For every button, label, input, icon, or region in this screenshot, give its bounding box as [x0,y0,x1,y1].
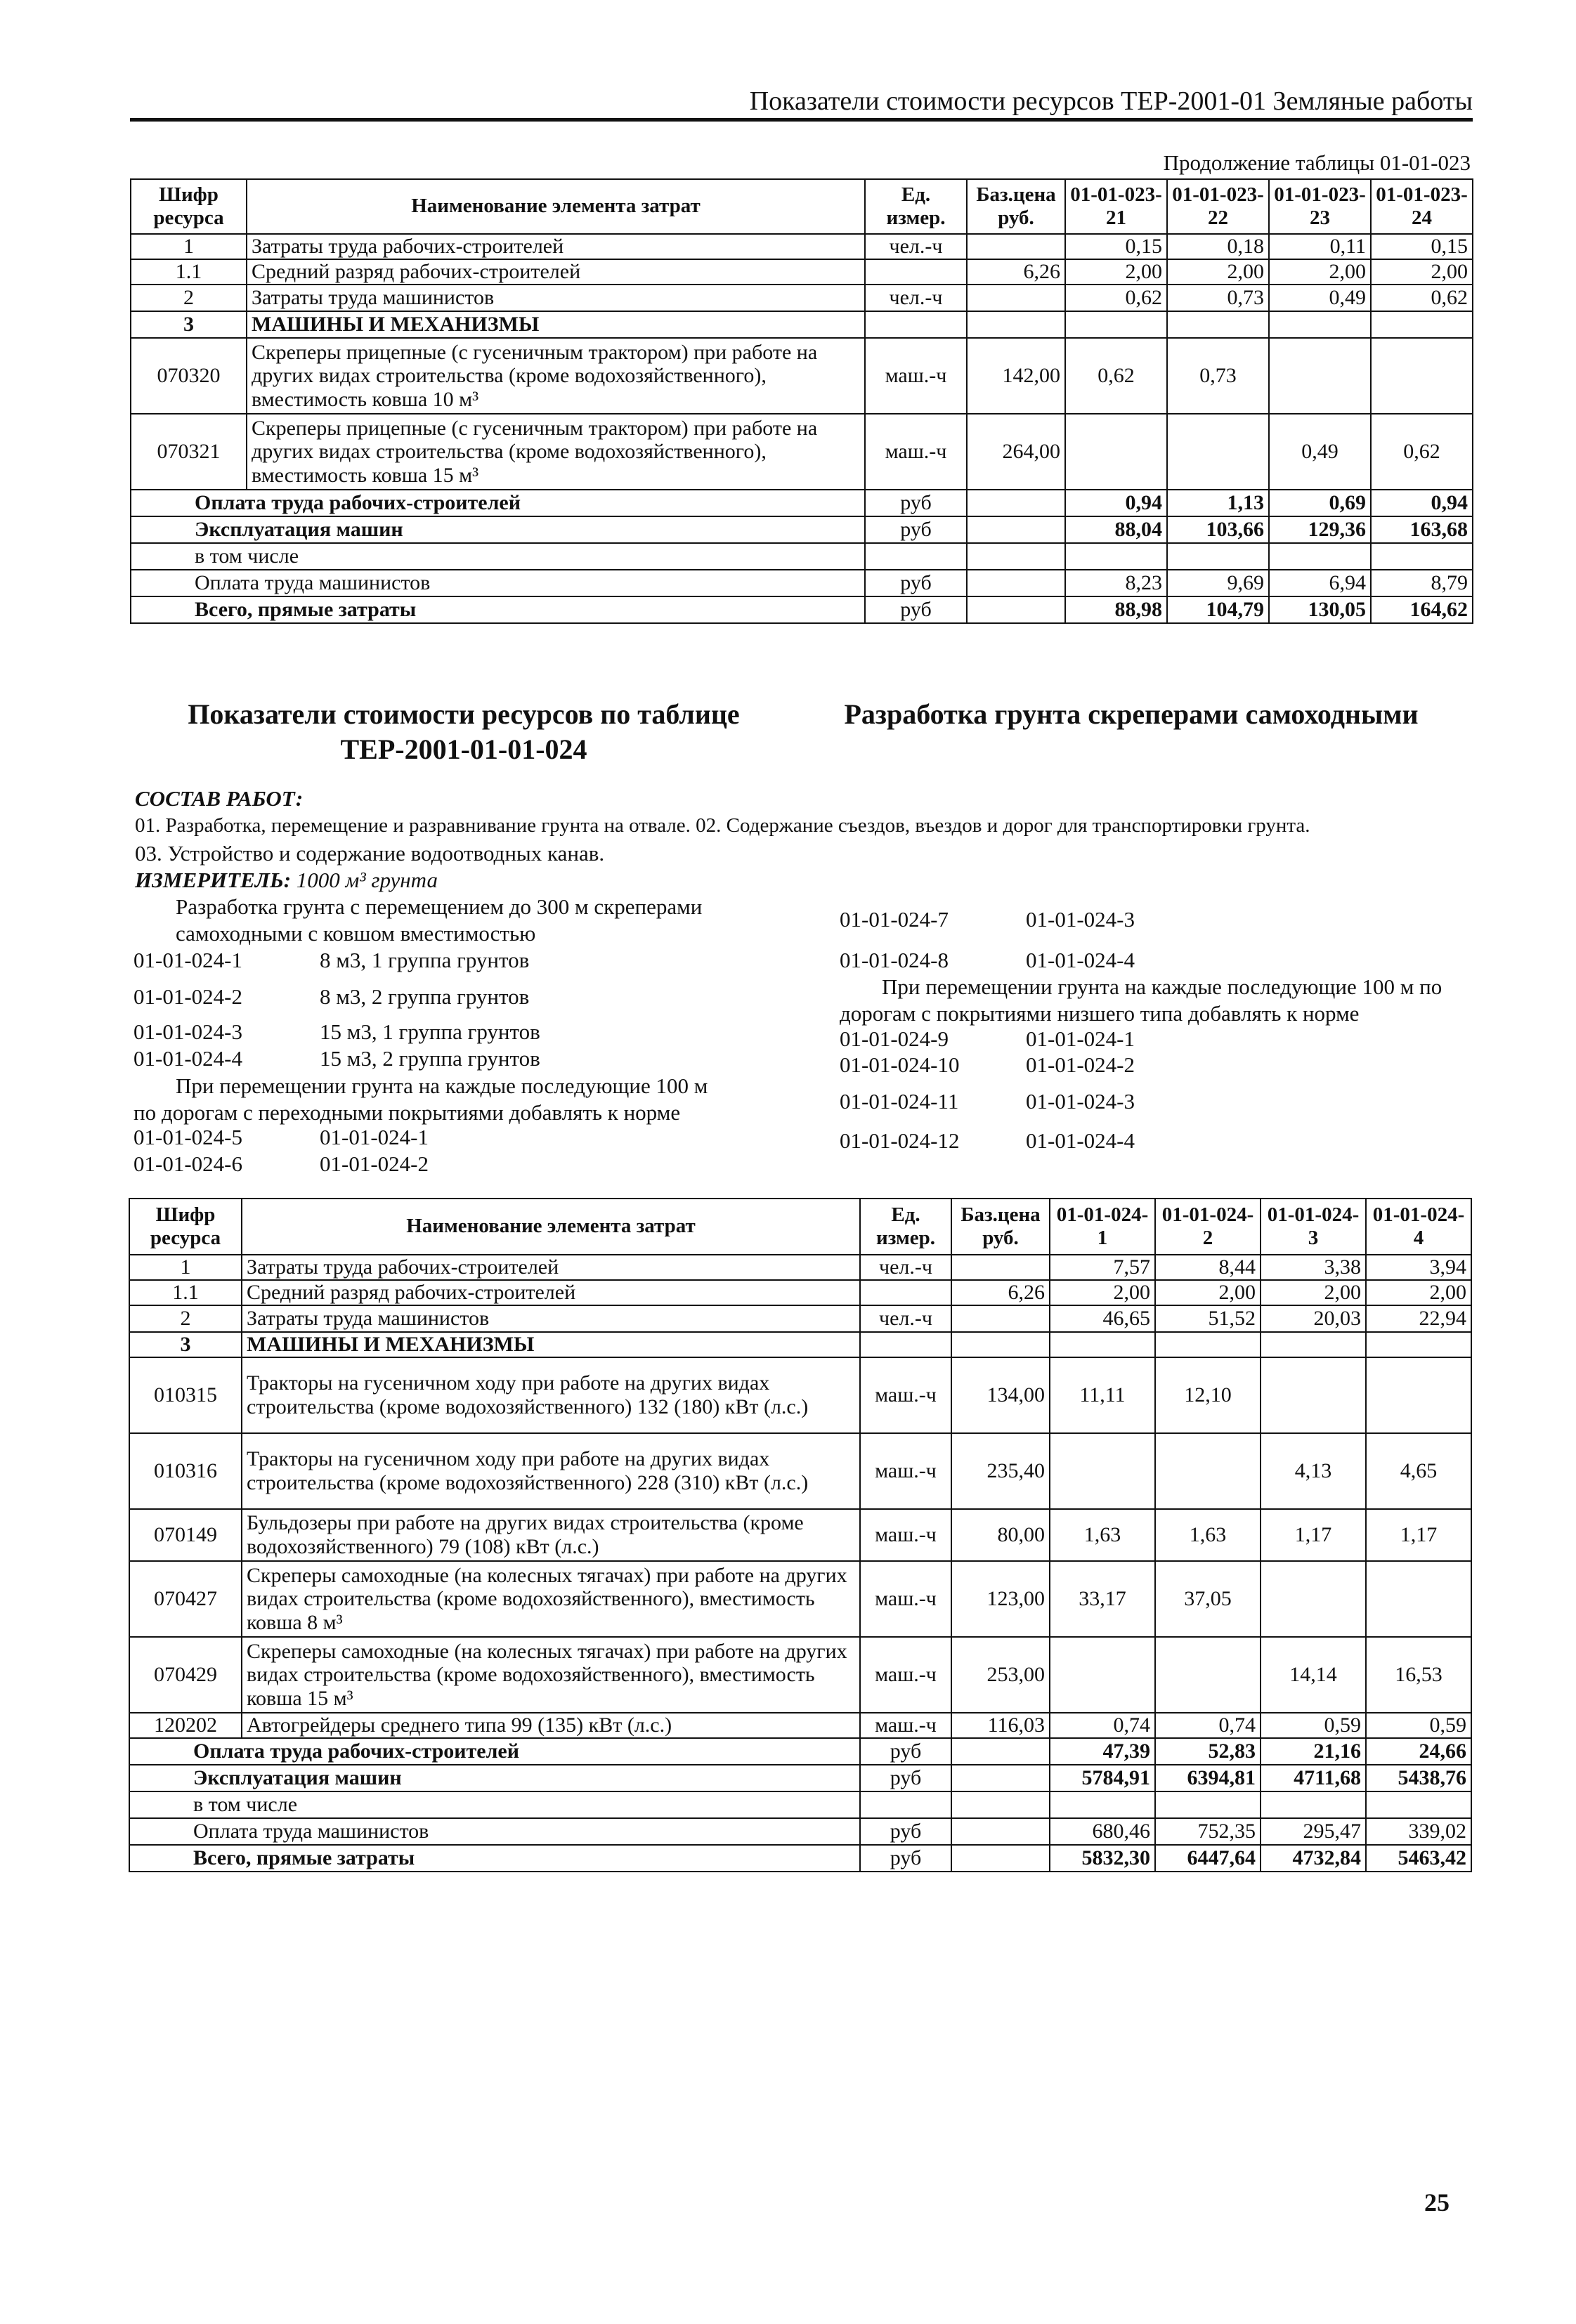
unit-cell: маш.-ч [860,1433,951,1509]
resource-name-cell: Затраты труда рабочих-строителей [242,1255,860,1280]
base-price-cell: 235,40 [951,1433,1050,1509]
norm-code: 01-01-024-10 [840,1052,960,1077]
norm-value-cell: 46,65 [1050,1305,1155,1332]
norm-value-cell: 2,00 [1050,1280,1155,1305]
summary-label-cell: Оплата труда машинистов [131,570,865,596]
norm-code: 01-01-024-7 [840,907,949,932]
base-price-cell: 253,00 [951,1637,1050,1713]
section-title-left: Показатели стоимости ресурсов по таблице ТЕР-2001-01-01-024 [188,698,740,765]
norm-value-cell: 4732,84 [1261,1845,1366,1872]
summary-label-cell: в том числе [131,543,865,570]
norm-value-cell [1050,1332,1155,1357]
col-header-norm: 01-01-023-24 [1371,179,1473,234]
col-header-norm: 01-01-024-1 [1050,1199,1155,1255]
summary-label-cell: Оплата труда машинистов [129,1818,860,1845]
table-row [129,1713,1471,1738]
resource-code-cell: 010315 [129,1357,242,1433]
norm-value-cell: 2,00 [1366,1280,1471,1305]
resource-name-cell: Затраты труда машинистов [247,285,865,311]
norm-value-cell: 33,17 [1050,1561,1155,1637]
norm-value-cell: 5463,42 [1366,1845,1471,1872]
col-header-code: Шифр ресурса [131,179,247,234]
resource-code-cell: 2 [129,1305,242,1332]
norm-code: 01-01-024-5 [133,1125,242,1149]
base-price-cell [967,311,1065,338]
resource-name-cell: Тракторы на гусеничном ходу при работе на других видах строительства (кроме водохозяйственного) 228 (310) кВт (л.с.) [242,1433,860,1509]
norm-ref: 01-01-024-2 [1026,1052,1135,1077]
unit-cell: руб [865,596,967,623]
norm-value-cell: 164,62 [1371,596,1473,623]
summary-label-cell: Эксплуатация машин [131,516,865,543]
norm-value-cell: 37,05 [1155,1561,1261,1637]
resource-name-cell: Средний разряд рабочих-строителей [242,1280,860,1305]
norm-value-cell [1065,543,1167,570]
table-row [131,311,1473,338]
norm-value-cell: 6447,64 [1155,1845,1261,1872]
summary-label-cell: Оплата труда рабочих-строителей [131,490,865,516]
unit-cell: руб [860,1738,951,1765]
unit-cell: руб [860,1765,951,1791]
unit-cell [860,1332,951,1357]
norm-value-cell: 4,65 [1366,1433,1471,1509]
norm-value-cell: 680,46 [1050,1818,1155,1845]
unit-cell: маш.-ч [860,1637,951,1713]
table-row [129,1280,1471,1305]
resource-name-cell: Затраты труда рабочих-строителей [247,234,865,259]
unit-cell: маш.-ч [860,1357,951,1433]
unit-cell [865,259,967,285]
table-row [129,1305,1471,1332]
norm-value-cell: 0,59 [1366,1713,1471,1738]
resource-code-cell: 1 [131,234,247,259]
summary-row [131,570,1473,596]
norm-value-cell [1261,1357,1366,1433]
meter-line [135,867,438,893]
summary-label-cell: в том числе [129,1791,860,1818]
unit-cell: руб [865,490,967,516]
resource-name-cell: Скреперы самоходные (на колесных тягачах) при работе на других видах строительства (кроме водохозяйственного), вместимость ковша 8 м³ [242,1561,860,1637]
base-price-cell [951,1765,1050,1791]
norm-value-cell [1371,338,1473,414]
summary-label-cell: Всего, прямые затраты [129,1845,860,1872]
norm-value-cell: 6,94 [1269,570,1371,596]
norm-value-cell [1269,338,1371,414]
table-header-row [129,1199,1471,1255]
col-header-name: Наименование элемента затрат [247,179,865,234]
col-header-price: Баз.цена руб. [967,179,1065,234]
resource-code-cell: 070149 [129,1509,242,1561]
resource-name-cell: Автогрейдеры среднего типа 99 (135) кВт (л.с.) [242,1713,860,1738]
norm-value-cell: 2,00 [1065,259,1167,285]
norm-code: 01-01-024-9 [840,1026,949,1051]
norm-value-cell: 163,68 [1371,516,1473,543]
unit-cell: маш.-ч [860,1561,951,1637]
norm-value-cell: 51,52 [1155,1305,1261,1332]
norm-code: 01-01-024-1 [133,948,242,972]
unit-cell [860,1280,951,1305]
summary-label-cell: Всего, прямые затраты [131,596,865,623]
composition-line-1: 01. Разработка, перемещение и разравнивание грунта на отвале. 02. Содержание съездов, въездов и дорог для транспортировки грунта. [135,814,1310,837]
norm-value-cell [1050,1433,1155,1509]
col-header-norm: 01-01-024-3 [1261,1199,1366,1255]
norm-value-cell [1065,414,1167,490]
section-title-right: Разработка грунта скреперами самоходными [844,698,1419,730]
base-price-cell: 6,26 [967,259,1065,285]
summary-row [131,543,1473,570]
table-row [131,234,1473,259]
norm-value-cell: 0,59 [1261,1713,1366,1738]
norm-value-cell: 14,14 [1261,1637,1366,1713]
norm-value-cell: 47,39 [1050,1738,1155,1765]
unit-cell: чел.-ч [860,1305,951,1332]
norm-value-cell: 103,66 [1167,516,1269,543]
base-price-cell [951,1305,1050,1332]
norm-value-cell: 0,74 [1050,1713,1155,1738]
norm-value-cell: 21,16 [1261,1738,1366,1765]
table-continuation-label: Продолжение таблицы 01-01-023 [1163,150,1471,175]
base-price-cell: 123,00 [951,1561,1050,1637]
table-row [129,1357,1471,1433]
resource-name-cell: Тракторы на гусеничном ходу при работе на других видах строительства (кроме водохозяйственного) 132 (180) кВт (л.с.) [242,1357,860,1433]
norm-desc: 15 м3, 1 группа грунтов [320,1019,540,1044]
col-header-price: Баз.цена руб. [951,1199,1050,1255]
norm-ref: 01-01-024-1 [1026,1026,1135,1051]
unit-cell [865,311,967,338]
col-header-norm: 01-01-023-22 [1167,179,1269,234]
unit-cell: чел.-ч [865,285,967,311]
col-header-norm: 01-01-024-2 [1155,1199,1261,1255]
norm-value-cell: 88,98 [1065,596,1167,623]
left-note-2: по дорогам с переходными покрытиями добавлять к норме [133,1100,681,1125]
base-price-cell [967,516,1065,543]
norm-value-cell [1261,1332,1366,1357]
norm-value-cell [1269,311,1371,338]
norm-ref: 01-01-024-4 [1026,948,1135,972]
resource-code-cell: 3 [131,311,247,338]
unit-cell: маш.-ч [860,1713,951,1738]
norm-value-cell [1167,414,1269,490]
summary-row [129,1818,1471,1845]
base-price-cell [951,1332,1050,1357]
resource-name-cell: Средний разряд рабочих-строителей [247,259,865,285]
resource-code-cell: 3 [129,1332,242,1357]
norm-value-cell: 3,38 [1261,1255,1366,1280]
norm-ref: 01-01-024-1 [320,1125,429,1149]
norm-value-cell: 0,62 [1065,338,1167,414]
norm-value-cell: 12,10 [1155,1357,1261,1433]
resource-code-cell: 010316 [129,1433,242,1509]
norm-value-cell: 0,94 [1371,490,1473,516]
norm-value-cell: 5784,91 [1050,1765,1155,1791]
resource-code-cell: 070429 [129,1637,242,1713]
col-header-name: Наименование элемента затрат [242,1199,860,1255]
norm-value-cell: 6394,81 [1155,1765,1261,1791]
norm-value-cell: 1,17 [1261,1509,1366,1561]
table-body [131,234,1473,623]
resource-code-cell: 2 [131,285,247,311]
unit-cell: руб [860,1818,951,1845]
norm-desc: 8 м3, 2 группа грунтов [320,984,530,1009]
resource-code-cell: 1.1 [129,1280,242,1305]
norm-desc: 8 м3, 1 группа грунтов [320,948,530,972]
base-price-cell: 6,26 [951,1280,1050,1305]
norm-value-cell: 0,15 [1371,234,1473,259]
unit-cell: руб [860,1845,951,1872]
norm-code: 01-01-024-8 [840,948,949,972]
base-price-cell: 142,00 [967,338,1065,414]
unit-cell: маш.-ч [865,338,967,414]
norm-value-cell: 0,15 [1065,234,1167,259]
resource-name-cell: Скреперы самоходные (на колесных тягачах) при работе на других видах строительства (кроме водохозяйственного), вместимость ковша 15 м³ [242,1637,860,1713]
table-row [131,414,1473,490]
composition-label: СОСТАВ РАБОТ: [135,786,304,811]
norm-value-cell: 4711,68 [1261,1765,1366,1791]
norm-value-cell: 1,63 [1155,1509,1261,1561]
left-note-1: При перемещении грунта на каждые последующие 100 м [176,1073,708,1098]
norm-value-cell [1155,1433,1261,1509]
summary-row [131,516,1473,543]
summary-row [129,1765,1471,1791]
composition-line-2: 03. Устройство и содержание водоотводных канав. [135,841,605,866]
resource-cost-table-023 [130,178,1473,624]
base-price-cell [951,1738,1050,1765]
norm-value-cell: 295,47 [1261,1818,1366,1845]
norm-value-cell [1269,543,1371,570]
norm-desc: 15 м3, 2 группа грунтов [320,1046,540,1071]
norm-code: 01-01-024-11 [840,1089,959,1114]
resource-name-cell: Скреперы прицепные (с гусеничным трактором) при работе на других видах строительства (кроме водохозяйственного), вместимость ковша 15 м³ [247,414,865,490]
norm-value-cell: 0,18 [1167,234,1269,259]
summary-row [129,1845,1471,1872]
norm-value-cell [1155,1332,1261,1357]
table-row [129,1433,1471,1509]
norm-value-cell: 8,44 [1155,1255,1261,1280]
norm-value-cell: 129,36 [1269,516,1371,543]
norm-value-cell [1366,1357,1471,1433]
base-price-cell: 116,03 [951,1713,1050,1738]
right-note-2: дорогам с покрытиями низшего типа добавлять к норме [840,1001,1360,1026]
resource-code-cell: 070321 [131,414,247,490]
base-price-cell [951,1845,1050,1872]
base-price-cell [951,1791,1050,1818]
norm-ref: 01-01-024-3 [1026,907,1135,932]
norm-value-cell: 88,04 [1065,516,1167,543]
norm-value-cell: 0,49 [1269,414,1371,490]
base-price-cell [967,543,1065,570]
norm-value-cell: 0,49 [1269,285,1371,311]
unit-cell: маш.-ч [860,1509,951,1561]
unit-cell: маш.-ч [865,414,967,490]
norm-ref: 01-01-024-2 [320,1151,429,1176]
norm-value-cell: 0,74 [1155,1713,1261,1738]
meter-label: ИЗМЕРИТЕЛЬ: [135,868,292,892]
norm-value-cell [1167,311,1269,338]
summary-row [129,1738,1471,1765]
norm-value-cell: 0,11 [1269,234,1371,259]
table-body [129,1255,1471,1872]
resource-name-cell: Затраты труда машинистов [242,1305,860,1332]
norm-value-cell [1050,1791,1155,1818]
norm-value-cell: 339,02 [1366,1818,1471,1845]
resource-cost-table-024 [129,1198,1472,1872]
norm-value-cell: 24,66 [1366,1738,1471,1765]
norm-value-cell: 4,13 [1261,1433,1366,1509]
norm-value-cell [1366,1561,1471,1637]
page-number: 25 [1424,2188,1450,2217]
table-row [131,338,1473,414]
resource-name-cell: МАШИНЫ И МЕХАНИЗМЫ [242,1332,860,1357]
norm-value-cell: 1,17 [1366,1509,1471,1561]
resource-code-cell: 070427 [129,1561,242,1637]
base-price-cell: 80,00 [951,1509,1050,1561]
col-header-norm: 01-01-024-4 [1366,1199,1471,1255]
base-price-cell [967,234,1065,259]
norm-code: 01-01-024-4 [133,1046,242,1071]
norm-value-cell: 2,00 [1261,1280,1366,1305]
summary-label-cell: Эксплуатация машин [129,1765,860,1791]
base-price-cell [951,1255,1050,1280]
col-header-unit: Ед. измер. [860,1199,951,1255]
resource-code-cell: 070320 [131,338,247,414]
table-row [129,1509,1471,1561]
norm-value-cell: 52,83 [1155,1738,1261,1765]
norm-value-cell: 752,35 [1155,1818,1261,1845]
norm-value-cell: 1,63 [1050,1509,1155,1561]
right-note-1: При перемещении грунта на каждые последующие 100 м по [882,974,1443,999]
norm-value-cell [1366,1791,1471,1818]
resource-code-cell: 1.1 [131,259,247,285]
norm-value-cell: 8,79 [1371,570,1473,596]
norm-value-cell: 11,11 [1050,1357,1155,1433]
norm-value-cell: 2,00 [1371,259,1473,285]
header-rule [130,118,1473,122]
meter-value: 1000 м³ грунта [296,868,438,892]
norm-value-cell: 0,62 [1371,285,1473,311]
left-intro-2: самоходными с ковшом вместимостью [176,921,536,946]
norm-value-cell: 8,23 [1065,570,1167,596]
summary-row [131,596,1473,623]
summary-label-cell: Оплата труда рабочих-строителей [129,1738,860,1765]
resource-code-cell: 120202 [129,1713,242,1738]
norm-code: 01-01-024-6 [133,1151,242,1176]
norm-value-cell: 2,00 [1155,1280,1261,1305]
norm-value-cell: 2,00 [1167,259,1269,285]
norm-value-cell: 0,69 [1269,490,1371,516]
unit-cell: чел.-ч [860,1255,951,1280]
col-header-unit: Ед. измер. [865,179,967,234]
norm-value-cell: 0,62 [1371,414,1473,490]
norm-value-cell: 2,00 [1269,259,1371,285]
table-row [129,1637,1471,1713]
norm-code: 01-01-024-3 [133,1019,242,1044]
norm-value-cell [1261,1561,1366,1637]
base-price-cell [967,490,1065,516]
norm-value-cell [1371,311,1473,338]
base-price-cell [967,285,1065,311]
unit-cell [865,543,967,570]
norm-value-cell: 16,53 [1366,1637,1471,1713]
resource-code-cell: 1 [129,1255,242,1280]
norm-value-cell: 5832,30 [1050,1845,1155,1872]
norm-value-cell: 0,73 [1167,285,1269,311]
norm-value-cell: 20,03 [1261,1305,1366,1332]
norm-value-cell [1065,311,1167,338]
norm-value-cell [1261,1791,1366,1818]
norm-value-cell [1371,543,1473,570]
unit-cell [860,1791,951,1818]
table-row [131,259,1473,285]
base-price-cell: 134,00 [951,1357,1050,1433]
left-intro-1: Разработка грунта с перемещением до 300 м скреперами [176,894,703,919]
norm-value-cell: 104,79 [1167,596,1269,623]
norm-code: 01-01-024-2 [133,984,242,1009]
col-header-norm: 01-01-023-21 [1065,179,1167,234]
summary-row [131,490,1473,516]
norm-value-cell: 3,94 [1366,1255,1471,1280]
norm-ref: 01-01-024-3 [1026,1089,1135,1114]
table-row [131,285,1473,311]
table-row [129,1332,1471,1357]
unit-cell: чел.-ч [865,234,967,259]
norm-value-cell [1155,1637,1261,1713]
unit-cell: руб [865,516,967,543]
running-header: Показатели стоимости ресурсов ТЕР-2001-01 Земляные работы [749,86,1473,116]
norm-value-cell: 0,73 [1167,338,1269,414]
unit-cell: руб [865,570,967,596]
col-header-code: Шифр ресурса [129,1199,242,1255]
norm-value-cell: 130,05 [1269,596,1371,623]
norm-value-cell [1366,1332,1471,1357]
col-header-norm: 01-01-023-23 [1269,179,1371,234]
base-price-cell [951,1818,1050,1845]
norm-ref: 01-01-024-4 [1026,1128,1135,1153]
resource-name-cell: Бульдозеры при работе на других видах строительства (кроме водохозяйственного) 79 (108) кВт (л.с.) [242,1509,860,1561]
norm-value-cell [1155,1791,1261,1818]
table-row [129,1255,1471,1280]
table-header-row [131,179,1473,234]
table-row [129,1561,1471,1637]
resource-name-cell: МАШИНЫ И МЕХАНИЗМЫ [247,311,865,338]
norm-value-cell [1167,543,1269,570]
norm-value-cell: 1,13 [1167,490,1269,516]
base-price-cell [967,596,1065,623]
norm-value-cell: 22,94 [1366,1305,1471,1332]
norm-value-cell [1050,1637,1155,1713]
norm-value-cell: 0,62 [1065,285,1167,311]
base-price-cell [967,570,1065,596]
base-price-cell: 264,00 [967,414,1065,490]
norm-value-cell: 0,94 [1065,490,1167,516]
summary-row [129,1791,1471,1818]
norm-code: 01-01-024-12 [840,1128,960,1153]
norm-value-cell: 7,57 [1050,1255,1155,1280]
resource-name-cell: Скреперы прицепные (с гусеничным трактором) при работе на других видах строительства (кроме водохозяйственного), вместимость ковша 10 м³ [247,338,865,414]
norm-value-cell: 5438,76 [1366,1765,1471,1791]
norm-value-cell: 9,69 [1167,570,1269,596]
